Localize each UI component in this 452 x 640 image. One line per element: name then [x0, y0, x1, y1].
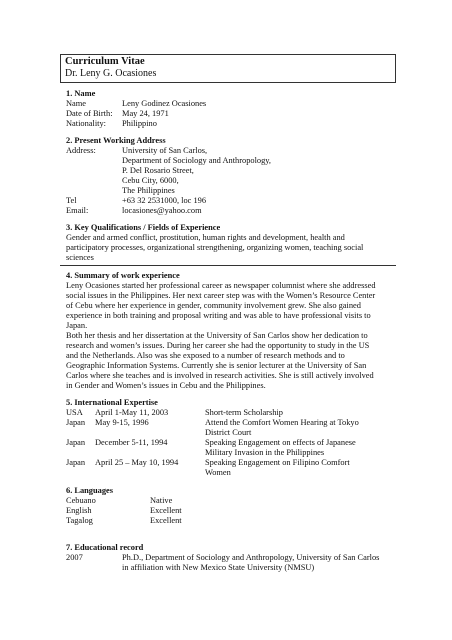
education-year: 2007 [66, 553, 83, 562]
language-name: Tagalog [66, 516, 93, 525]
section-heading-address: 2. Present Working Address [66, 136, 166, 145]
document-subtitle: Dr. Leny G. Ocasiones [65, 68, 157, 79]
expertise-description: Women [205, 468, 231, 477]
paragraph-line: sciences [66, 253, 94, 262]
expertise-country: Japan [66, 418, 86, 427]
section-heading-name: 1. Name [66, 89, 96, 98]
paragraph-line: Japan. [66, 321, 88, 330]
expertise-description: Short-term Scholarship [205, 408, 283, 417]
language-level: Excellent [150, 506, 182, 515]
education-description: in affiliation with New Mexico State University (NMSU) [122, 563, 315, 572]
expertise-description: District Court [205, 428, 252, 437]
address-line: The Philippines [122, 186, 175, 195]
language-name: English [66, 506, 92, 515]
section-heading-education: 7. Educational record [66, 543, 144, 552]
paragraph-line: participatory processes, organizational strengthening, organizing women, teaching social [66, 243, 364, 252]
paragraph-line: Geographic Information Systems. Currently she is senior lecturer at the University of San [66, 361, 367, 370]
section-heading-languages: 6. Languages [66, 486, 114, 495]
expertise-description: Military Invasion in the Philippines [205, 448, 325, 457]
address-line: P. Del Rosario Street, [122, 166, 194, 175]
paragraph-line: and the Netherlands. Also was she exposed to a number of research methods and to [66, 351, 345, 360]
expertise-description: Speaking Engagement on Filipino Comfort [205, 458, 350, 467]
section-heading-qualifications: 3. Key Qualifications / Fields of Experience [66, 223, 221, 232]
field-label: Name [66, 99, 86, 108]
email-value: locasiones@yahoo.com [122, 206, 202, 215]
section-divider [60, 265, 396, 266]
paragraph-line: social issues in the Philippines. Her next career step was with the Women’s Resource Center [66, 291, 376, 300]
document-title: Curriculum Vitae [65, 56, 145, 67]
language-level: Native [150, 496, 173, 505]
language-level: Excellent [150, 516, 182, 525]
section-heading-expertise: 5. International Expertise [66, 398, 158, 407]
paragraph-line: Carlos where she teaches and is involved in research activities. She is still actively involved [66, 371, 374, 380]
paragraph-line: Gender and armed conflict, prostitution, human rights and development, health and [66, 233, 345, 242]
field-value: Philippino [122, 119, 157, 128]
expertise-description: Speaking Engagement on effects of Japanese [205, 438, 356, 447]
expertise-date: May 9-15, 1996 [95, 418, 149, 427]
expertise-country: USA [66, 408, 83, 417]
address-line: Department of Sociology and Anthropology, [122, 156, 272, 165]
expertise-country: Japan [66, 458, 86, 467]
paragraph-line: research and women’s issues. During her career she had the opportunity to study in the US [66, 341, 370, 350]
expertise-date: April 25 – May 10, 1994 [95, 458, 179, 467]
phone-value: +63 32 2531000, loc 196 [122, 196, 207, 205]
paragraph-line: of Cebu where her experience in gender, community involvement grew. She also gained [66, 301, 361, 310]
field-label: Email: [66, 206, 89, 215]
address-line: Cebu City, 6000, [122, 176, 179, 185]
paragraph-line: Leny Ocasiones started her professional career as newspaper columnist where she addressed [66, 281, 376, 290]
paragraph-line: experience in both training and proposal writing and was able to have professional visits to [66, 311, 371, 320]
field-label: Nationality: [66, 119, 107, 128]
expertise-date: December 5-11, 1994 [95, 438, 168, 447]
expertise-country: Japan [66, 438, 86, 447]
expertise-date: April 1-May 11, 2003 [95, 408, 169, 417]
address-line: University of San Carlos, [122, 146, 208, 155]
paragraph-line: in Gender and Women’s issues in Cebu and the Philippines. [66, 381, 266, 390]
expertise-description: Attend the Comfort Women Hearing at Tokyo [205, 418, 359, 427]
field-value: May 24, 1971 [122, 109, 169, 118]
section-heading-experience: 4. Summary of work experience [66, 271, 180, 280]
education-description: Ph.D., Department of Sociology and Anthropology, University of San Carlos [122, 553, 380, 562]
language-name: Cebuano [66, 496, 96, 505]
field-label: Address: [66, 146, 96, 155]
field-label: Date of Birth: [66, 109, 113, 118]
cv-title-box [60, 54, 396, 83]
paragraph-line: Both her thesis and her dissertation at the University of San Carlos show her dedication to [66, 331, 368, 340]
field-value: Leny Godinez Ocasiones [122, 99, 207, 108]
field-label: Tel [66, 196, 77, 205]
